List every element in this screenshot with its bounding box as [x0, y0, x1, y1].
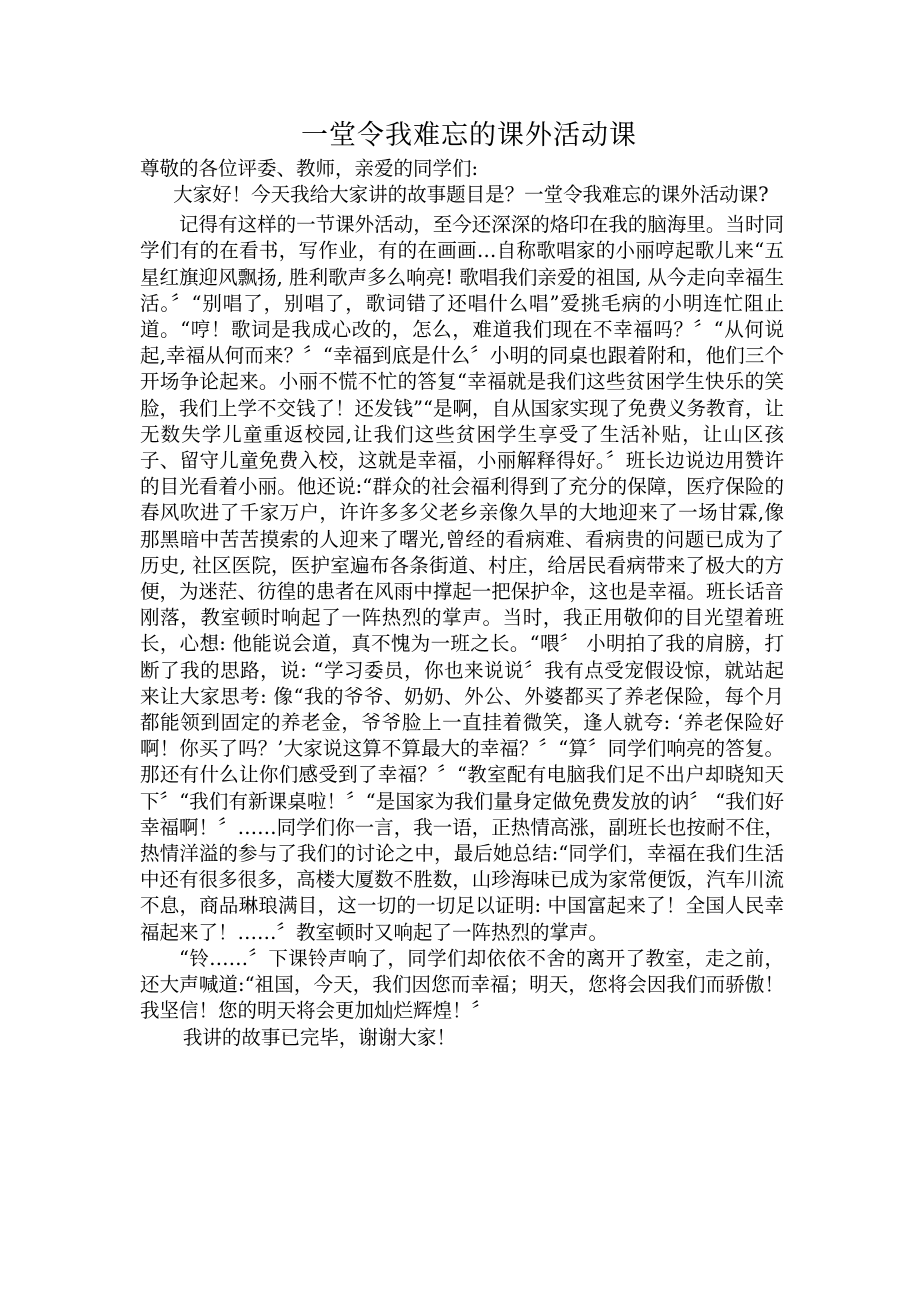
document-page: [140, 118, 784, 1051]
paragraph-closing: 我讲的故事已完毕，谢谢大家！: [182, 1025, 456, 1049]
document-title: 一堂令我难忘的课外活动课: [301, 120, 637, 151]
paragraph-story: 记得有这样的一节课外活动，至今还深深的烙印在我的脑海里。当时同学们有的在看书，写作业，有的在画画…自称歌唱家的小丽哼起歌儿来“五星红旗迎风飘扬, 胜利歌声多么响亮! 歌唱我们亲爱的祖国, 从今走向幸福生活。〞“别唱了，别唱了，歌词错了还唱什么唱”爱挑毛病的小明连忙阻止道。“哼！歌词是我成心改的，怎么，难道我们现在不幸福吗？〞“从何说起,幸福从何而来？〞“幸福到底是什么〞小明的同桌也跟着附和，他们三个开场争论起来。小丽不慌不忙的答复“幸福就是我们这些贫困学生快乐的笑脸，我们上学不交钱了！还发钱”“是啊，自从国家实现了免费义务教育，让无数失学儿童重返校园,让我们这些贫困学生享受了生活补贴，让山区孩子、留守儿童免费入校，这就是幸福，小丽解释得好。〞班长边说边用赞许的目光看着小丽。他还说:“群众的社会福利得到了充分的保障，医疗保险的春风吹进了千家万户，许许多多父老乡亲像久旱的大地迎来了一场甘霖,像那黑暗中苦苦摸索的人迎来了曙光,曾经的看病难、看病贵的问题已成为了历史, 社区医院，医护室遍布各条街道、村庄，给居民看病带来了极大的方便，为迷茫、彷徨的患者在风雨中撑起一把保护伞，这也是幸福。班长话音刚落，教室顿时响起了一阵热烈的掌声。当时，我正用敬仰的目光望着班长，心想: 他能说会道，真不愧为一班之长。“喂〞 小明拍了我的肩膀，打断了我的思路，说: “学习委员，你也来说说〞我有点受宠假设惊，就站起来让大家思考: 像“我的爷爷、奶奶、外公、外婆都买了养老保险，每个月都能领到固定的养老金，爷爷脸上一直挂着微笑，逢人就夸: ‘养老保险好啊！你买了吗？’大家说这算不算最大的幸福？〞“算〞同学们响亮的答复。那还有什么让你们感受到了幸福？〞“教室配有电脑我们足不出户却晓知天下〞“我们有新课桌啦！〞“是国家为我们量身定做免费发放的讷〞 “我们好幸福啊！〞……同学们你一言，我一语，正热情高涨，副班长也按耐不住，热情洋溢的参与了我们的讨论之中，最后她总结:“同学们，幸福在我们生活中还有很多很多，高楼大厦数不胜数，山珍海味已成为家常便饭，汽车川流不息，商品琳琅满目，这一切的一切足以证明: 中国富起来了！全国人民幸福起来了！……〞教室顿时又响起了一阵热烈的掌声。: [140, 213, 784, 944]
paragraph-bell: “铃……〞下课铃声响了，同学们却依依不舍的离开了教室，走之前，还大声喊道:“祖国，今天，我们因您而幸福；明天，您将会因我们而骄傲！我坚信！您的明天将会更加灿烂辉煌！〞: [140, 946, 784, 1023]
paragraph-greeting: 大家好！今天我给大家讲的故事题目是？一堂令我难忘的课外活动课?: [173, 183, 769, 206]
salutation: 尊敬的各位评委、教师，亲爱的同学们:: [140, 157, 479, 180]
